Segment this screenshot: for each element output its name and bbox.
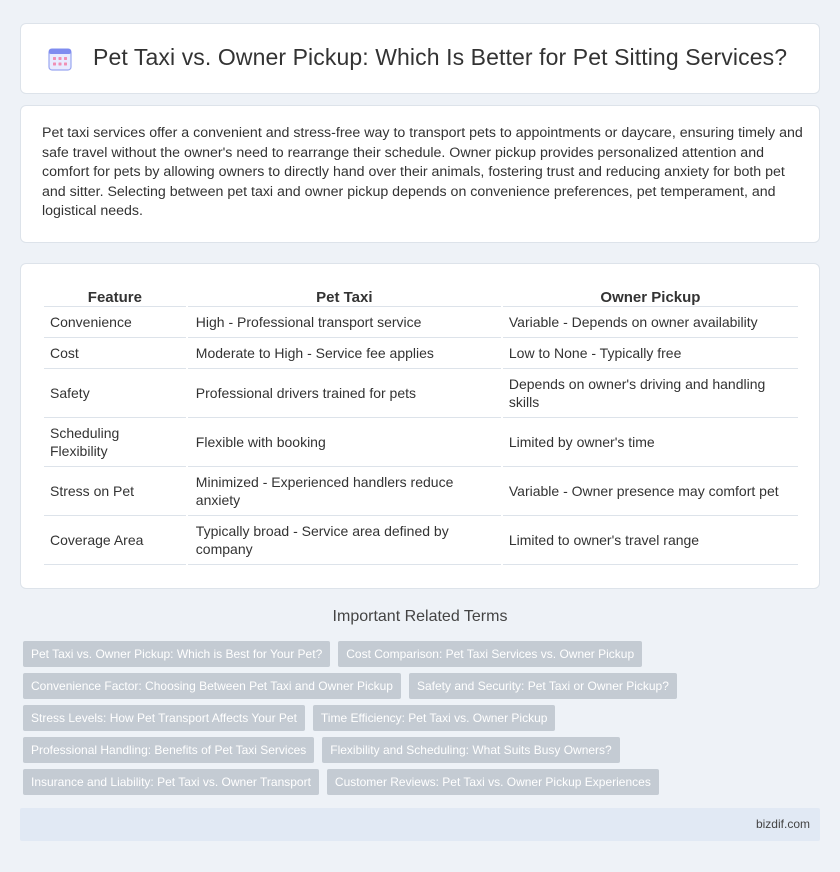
related-term-tag[interactable]: Pet Taxi vs. Owner Pickup: Which is Best for Your Pet? (23, 641, 330, 667)
table-row (44, 307, 798, 338)
related-term-tag[interactable]: Flexibility and Scheduling: What Suits Busy Owners? (322, 737, 619, 763)
related-term-tag[interactable]: Professional Handling: Benefits of Pet Taxi Services (23, 737, 314, 763)
header-card (20, 23, 820, 94)
related-term-tag[interactable]: Cost Comparison: Pet Taxi Services vs. Owner Pickup (338, 641, 642, 667)
table-cell: Moderate to High - Service fee applies (188, 338, 501, 369)
table-header-row (44, 285, 798, 307)
table-cell: Coverage Area (44, 516, 186, 565)
table-row (44, 369, 798, 418)
related-term-tag[interactable]: Insurance and Liability: Pet Taxi vs. Owner Transport (23, 769, 319, 795)
related-term-tag[interactable]: Stress Levels: How Pet Transport Affects Your Pet (23, 705, 305, 731)
footer-site-link[interactable]: bizdif.com (755, 817, 810, 831)
table-cell: Flexible with booking (188, 418, 501, 467)
related-term-tag[interactable]: Time Efficiency: Pet Taxi vs. Owner Pickup (313, 705, 556, 731)
table-cell: Cost (44, 338, 186, 369)
table-row (44, 516, 798, 565)
intro-card (20, 105, 820, 243)
table-cell: Limited by owner's time (503, 418, 798, 467)
page-title: Pet Taxi vs. Owner Pickup: Which Is Better for Pet Sitting Services? (93, 44, 788, 70)
comparison-table-card (20, 263, 820, 589)
table-cell: Typically broad - Service area defined by company (188, 516, 501, 565)
table-cell: Low to None - Typically free (503, 338, 798, 369)
related-term-tag[interactable]: Safety and Security: Pet Taxi or Owner Pickup? (409, 673, 677, 699)
tag-row (23, 641, 650, 667)
comparison-table (42, 285, 800, 565)
table-cell: Depends on owner's driving and handling skills (503, 369, 798, 418)
table-cell: Minimized - Experienced handlers reduce anxiety (188, 467, 501, 516)
table-cell: High - Professional transport service (188, 307, 501, 338)
column-header-feature: Feature (44, 285, 186, 307)
table-cell: Variable - Depends on owner availability (503, 307, 798, 338)
tag-row (23, 673, 685, 699)
table-cell: Limited to owner's travel range (503, 516, 798, 565)
related-term-tag[interactable]: Customer Reviews: Pet Taxi vs. Owner Pickup Experiences (327, 769, 659, 795)
related-terms-heading: Important Related Terms (332, 608, 508, 625)
table-row (44, 467, 798, 516)
column-header-owner-pickup: Owner Pickup (503, 285, 798, 307)
intro-paragraph: Pet taxi services offer a convenient and stress-free way to transport pets to appointments or daycare, ensuring timely and safe travel without the owner's need to rearrange their schedule. Owner pickup provides personalized attention and comfort for pets by allowing owners to directly hand over their animals, fostering trust and reducing anxiety for both pet and sitter. Selecting between pet taxi and owner pickup depends on convenience preferences, pet temperament, and logistical needs. (42, 125, 803, 220)
tag-row (23, 769, 667, 795)
column-header-pet-taxi: Pet Taxi (188, 285, 501, 307)
table-cell: Convenience (44, 307, 186, 338)
table-cell: Safety (44, 369, 186, 418)
related-term-tag[interactable]: Convenience Factor: Choosing Between Pet Taxi and Owner Pickup (23, 673, 401, 699)
table-row (44, 338, 798, 369)
table-cell: Scheduling Flexibility (44, 418, 186, 467)
footer (20, 808, 820, 841)
table-row (44, 418, 798, 467)
tag-row (23, 737, 628, 763)
table-cell: Stress on Pet (44, 467, 186, 516)
calendar-grid-icon (47, 46, 73, 72)
table-cell: Variable - Owner presence may comfort pet (503, 467, 798, 516)
table-cell: Professional drivers trained for pets (188, 369, 501, 418)
tag-row (23, 705, 563, 731)
